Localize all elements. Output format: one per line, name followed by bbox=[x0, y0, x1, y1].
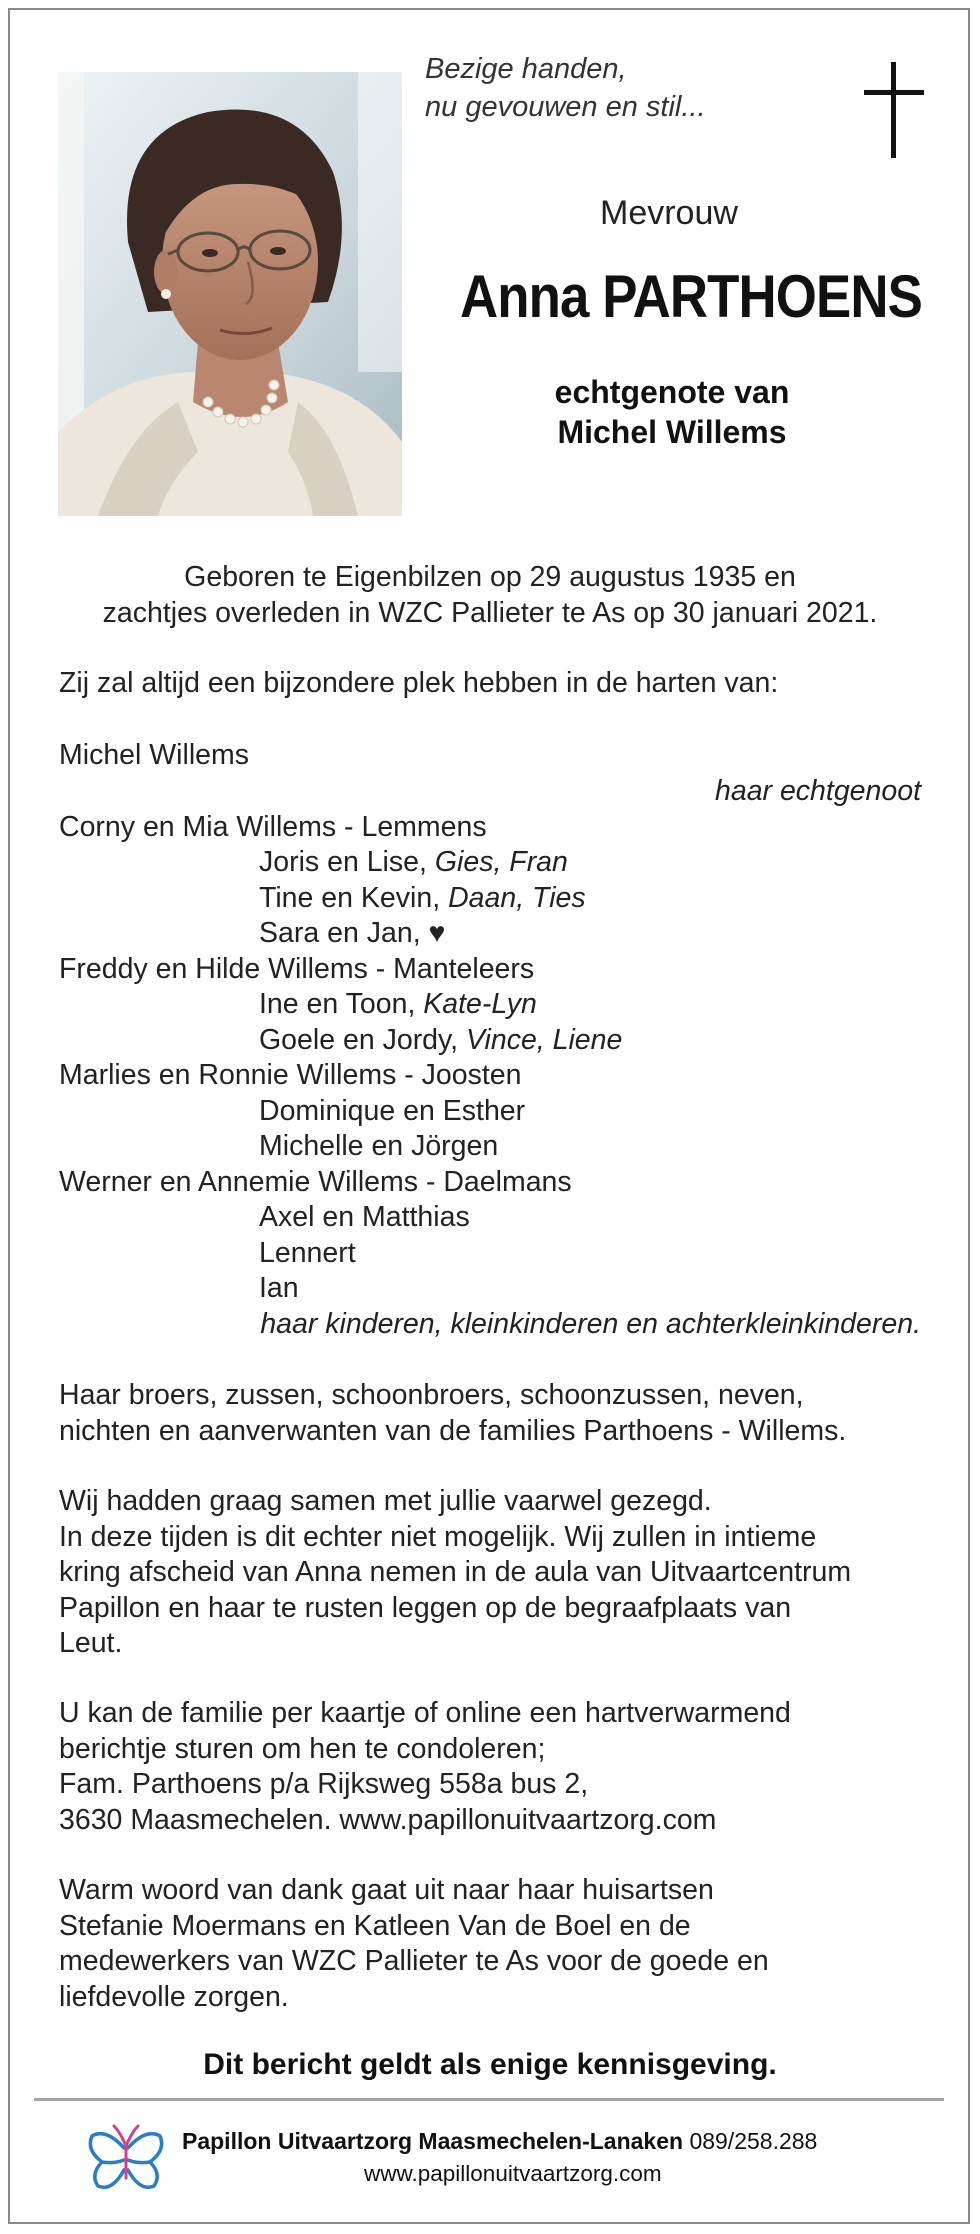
footer-website[interactable]: www.papillonuitvaartzorg.com bbox=[364, 2161, 662, 2186]
family-line: Ine en Toon, Kate-Lyn bbox=[259, 988, 537, 1020]
family-line: Dominique en Esther bbox=[259, 1095, 526, 1127]
footer-company-line bbox=[182, 2128, 817, 2155]
deceased-name: Anna PARTHOENS bbox=[460, 263, 922, 330]
intro-text: Zij zal altijd een bijzondere plek hebben in de harten van: bbox=[59, 667, 779, 699]
family-line: Marlies en Ronnie Willems - Joosten bbox=[59, 1059, 522, 1091]
family-line: Lennert bbox=[259, 1237, 356, 1269]
title-prefix: Mevrouw bbox=[600, 194, 738, 232]
motto bbox=[425, 50, 706, 126]
relatives-text: Haar broers, zussen, schoonbroers, schoonzussen, neven, nichten en aanverwanten van de families Parthoens - Willems. bbox=[59, 1379, 847, 1447]
footer-company: Papillon Uitvaartzorg Maasmechelen-Lanaken bbox=[182, 2128, 684, 2154]
cross-icon bbox=[864, 62, 924, 163]
motto-line-2: nu gevouwen en stil... bbox=[425, 91, 706, 123]
family-line: Freddy en Hilde Willems - Manteleers bbox=[59, 953, 535, 985]
family-line: Michel Willems bbox=[59, 739, 250, 771]
family-line: Goele en Jordy, Vince, Liene bbox=[259, 1024, 623, 1056]
birth-line: Geboren te Eigenbilzen op 29 augustus 1935 en bbox=[184, 561, 796, 593]
family-role: haar kinderen, kleinkinderen en achterkleinkinderen. bbox=[260, 1308, 921, 1340]
birth-text bbox=[40, 560, 940, 631]
family-line: Tine en Kevin, Daan, Ties bbox=[259, 882, 586, 914]
family-line: Werner en Annemie Willems - Daelmans bbox=[59, 1166, 572, 1198]
motto-line-1: Bezige handen, bbox=[425, 53, 627, 85]
portrait-photo bbox=[58, 72, 402, 516]
thanks-text: Warm woord van dank gaat uit naar haar huisartsen Stefanie Moermans en Katleen Van de Boel en de medewerkers van WZC Pallieter te As voor de goede en liefdevolle zorgen. bbox=[59, 1874, 769, 2013]
butterfly-logo-icon bbox=[86, 2118, 166, 2203]
condolence-text: U kan de familie per kaartje of online een hartverwarmend berichtje sturen om hen te condoleren; Fam. Parthoens p/a Rijksweg 558a bus 2, 3630 Maasmechelen. www.papillonuitvaartzorg.com bbox=[59, 1697, 791, 1836]
family-line: Michelle en Jörgen bbox=[259, 1130, 499, 1162]
family-line: Axel en Matthias bbox=[259, 1201, 470, 1233]
family-line: Ian bbox=[259, 1272, 299, 1304]
divider bbox=[34, 2098, 944, 2101]
family-role: haar echtgenoot bbox=[715, 775, 921, 807]
family-line: Corny en Mia Willems - Lemmens bbox=[59, 811, 487, 843]
family-line: Sara en Jan, ♥ bbox=[259, 917, 446, 949]
spouse-block bbox=[472, 372, 872, 452]
notice-text: Dit bericht geldt als enige kennisgeving. bbox=[203, 2048, 777, 2081]
farewell-text: Wij hadden graag samen met jullie vaarwel gezegd. In deze tijden is dit echter niet mogelijk. Wij zullen in intieme kring afscheid van Anna nemen in de aula van Uitvaartcentrum Papillon en haar te rusten leggen op de begraafplaats van Leut. bbox=[59, 1485, 852, 1659]
spouse-line-2: Michel Willems bbox=[557, 414, 787, 450]
family-line: Joris en Lise, Gies, Fran bbox=[259, 846, 568, 878]
spouse-line-1: echtgenote van bbox=[554, 374, 790, 410]
footer-phone: 089/258.288 bbox=[689, 2128, 818, 2154]
birth-line: zachtjes overleden in WZC Pallieter te As op 30 januari 2021. bbox=[102, 596, 878, 629]
